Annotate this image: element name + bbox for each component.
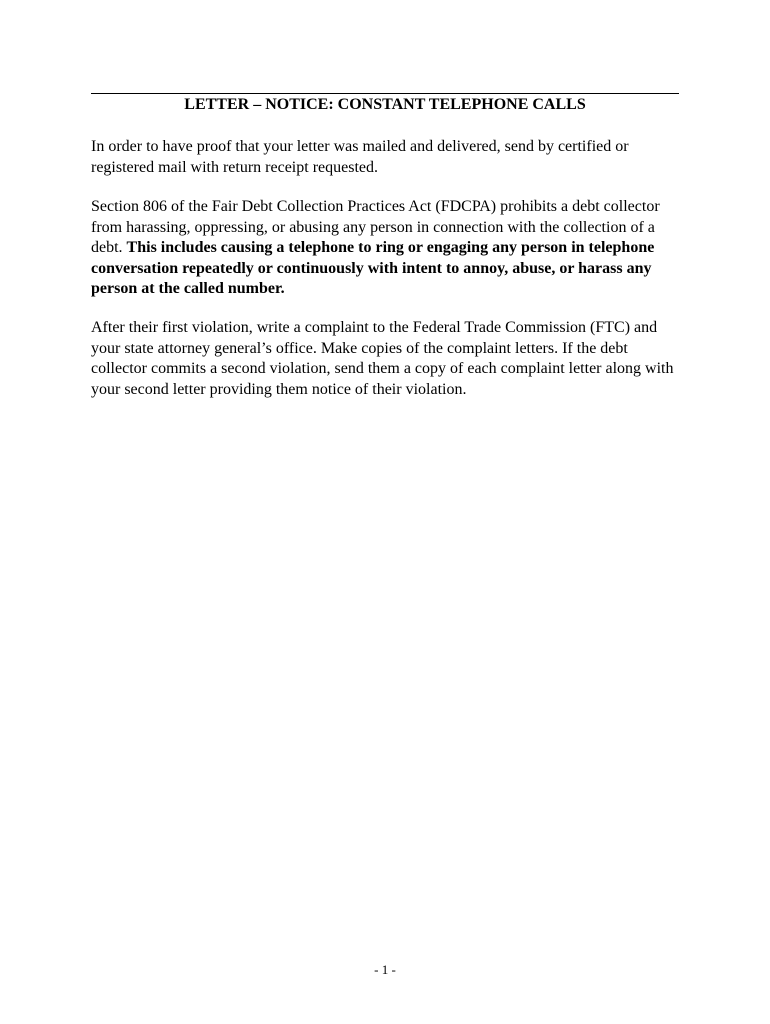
- top-horizontal-rule: [91, 93, 679, 94]
- page-number: - 1 -: [374, 962, 396, 977]
- paragraph-mailing-instructions: In order to have proof that your letter was mailed and delivered, send by certified or registered mail with return receipt requested.: [91, 138, 629, 176]
- paragraph-fdcpa-emphasis: This includes causing a telephone to ring or engaging any person in telephone conversation repeatedly or continuously with intent to annoy, abuse, or harass any person at the called number.: [91, 239, 655, 297]
- document-title: LETTER – NOTICE: CONSTANT TELEPHONE CALLS: [184, 96, 586, 113]
- paragraph-complaint-instructions: After their first violation, write a complaint to the Federal Trade Commission (FTC) and your state attorney general’s office. Make copies of the complaint letters. If the debt collector commits a second violation, send them a copy of each complaint letter along with your second letter providing them notice of their violation.: [91, 319, 674, 398]
- paragraph-fdcpa-section-806: [91, 197, 681, 300]
- paragraph-fdcpa-text: Section 806 of the Fair Debt Collection Practices Act (FDCPA) prohibits a debt collector from harassing, oppressing, or abusing any person in connection with the collection of a debt.: [91, 198, 660, 256]
